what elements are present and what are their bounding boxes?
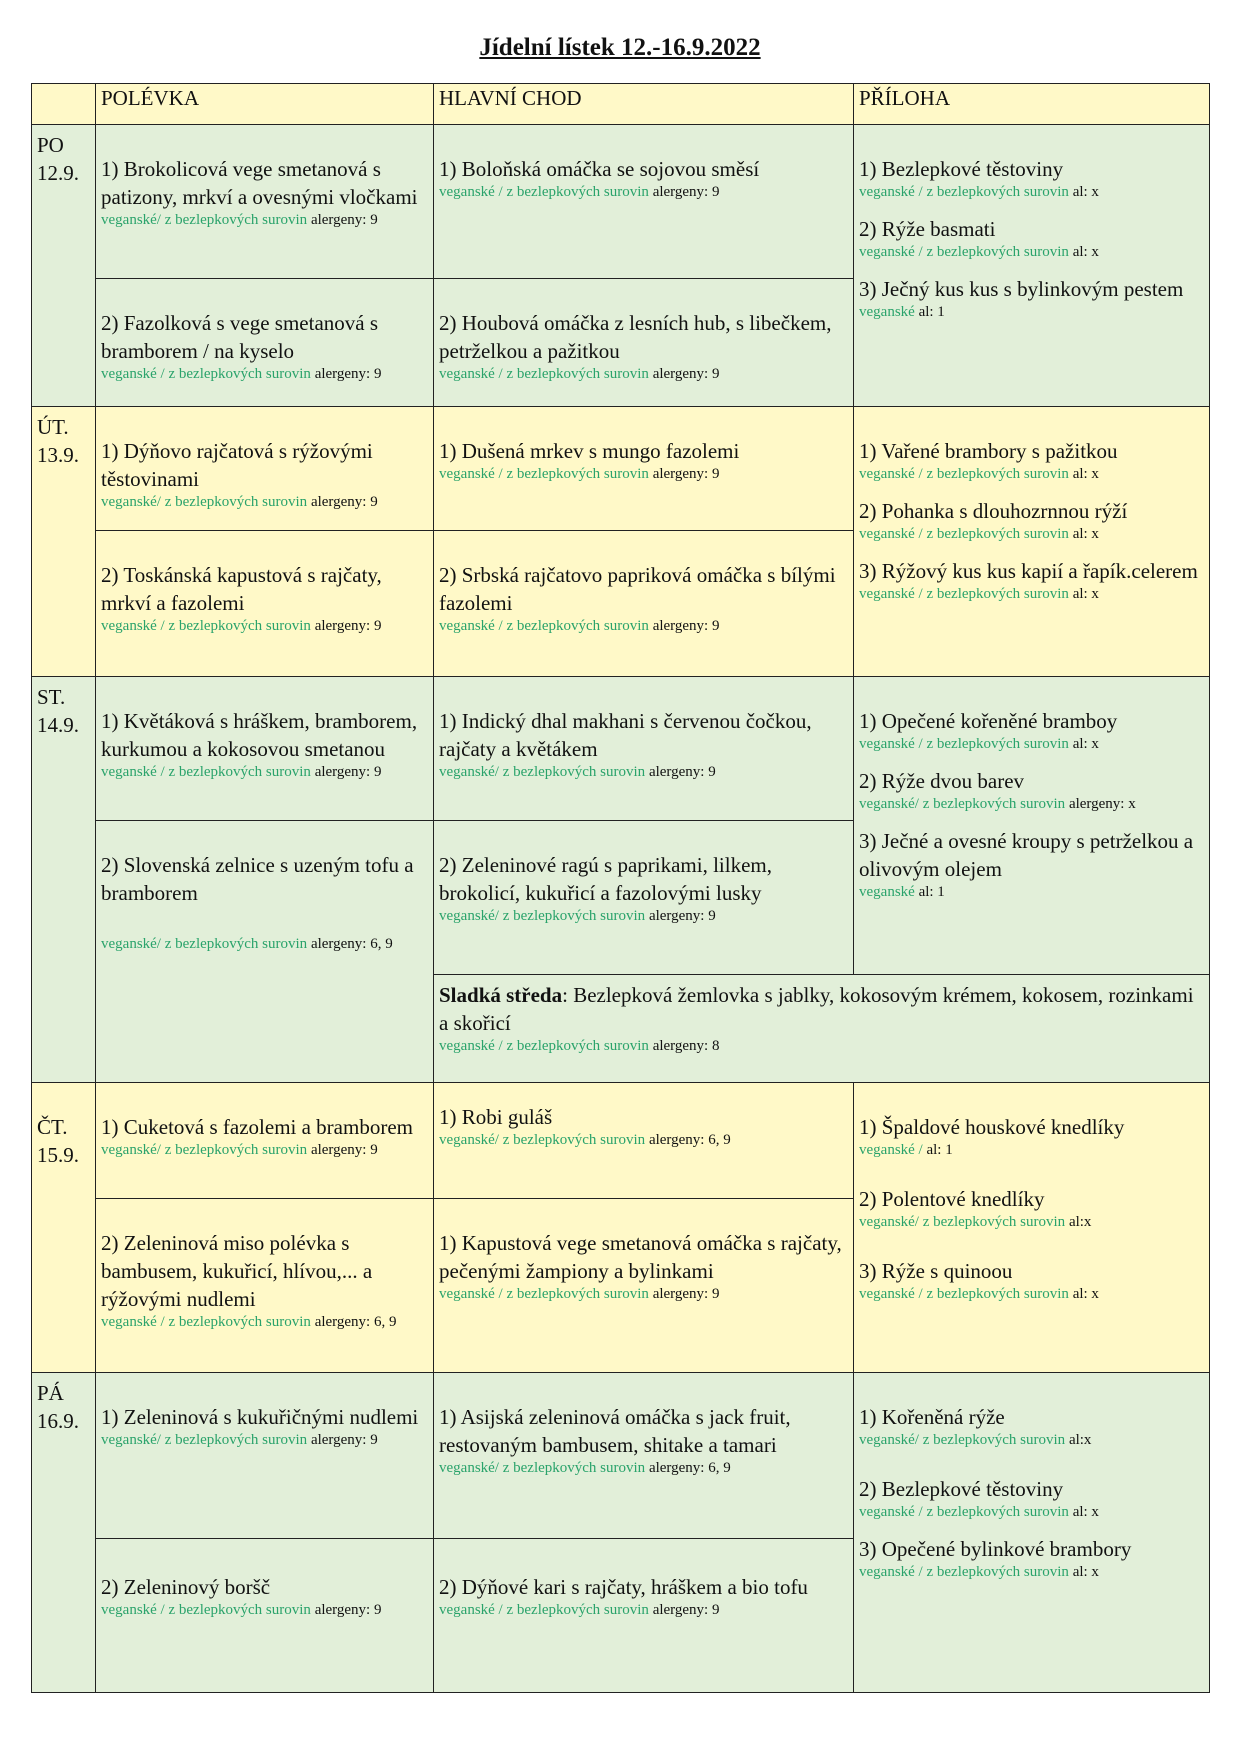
side-cell: 1) Bezlepkové těstoviny veganské / z bezlepkových surovin al: x 2) Rýže basmati veganské / z bezlepkových surovin al: x 3) Ječný kus kus s bylinkovým pestem veganské al: 1: [854, 125, 1210, 407]
main-cell: 2) Dýňové kari s rajčaty, hráškem a bio tofu veganské / z bezlepkových surovin alergeny: 9: [434, 1539, 854, 1693]
page-title: Jídelní lístek 12.-16.9.2022: [479, 34, 761, 61]
soup-cell: [96, 125, 434, 279]
main-cell: 1) Kapustová vege smetanová omáčka s rajčaty, pečenými žampiony a bylinkami veganské / z bezlepkových surovin alergeny: 9: [434, 1199, 854, 1373]
sweet-label: Sladká středa: [439, 983, 563, 1007]
soup-cell: 1) Zeleninová s kukuřičnými nudlemi veganské/ z bezlepkových surovin alergeny: 9: [96, 1373, 434, 1539]
main-cell: 1) Asijská zeleninová omáčka s jack fruit, restovaným bambusem, shitake a tamari veganské/ z bezlepkových surovin alergeny: 6, 9: [434, 1373, 854, 1539]
day-cell: ČT. 15.9.: [32, 1083, 96, 1373]
menu-table: [31, 83, 1210, 1693]
sweet-text: : Bezlepková žemlovka s jablky, kokosovým krémem, kokosem, rozinkami a skořicí: [439, 983, 1194, 1035]
dish-name: 1) Brokolicová vege smetanová s patizony, mrkví a ovesnými vločkami: [101, 157, 418, 209]
main-cell: 2) Srbská rajčatovo papriková omáčka s bílými fazolemi veganské / z bezlepkových surovin alergeny: 9: [434, 531, 854, 677]
soup-cell: 2) Fazolková s vege smetanová s bramborem / na kyselo veganské / z bezlepkových surovin alergeny: 9: [96, 279, 434, 407]
soup-cell: 2) Slovenská zelnice s uzeným tofu a bramborem veganské/ z bezlepkových surovin alergeny: 6, 9: [96, 821, 434, 1083]
header-empty: [32, 84, 96, 125]
header-soup: POLÉVKA: [96, 84, 434, 125]
day-cell: ST. 14.9.: [32, 677, 96, 1083]
soup-cell: 1) Dýňovo rajčatová s rýžovými těstovinami veganské/ z bezlepkových surovin alergeny: 9: [96, 407, 434, 531]
day-name: PO: [37, 133, 64, 157]
main-cell: 2) Houbová omáčka z lesních hub, s libečkem, petrželkou a pažitkou veganské / z bezlepkových surovin alergeny: 9: [434, 279, 854, 407]
main-cell: 2) Zeleninové ragú s paprikami, lilkem, brokolicí, kukuřicí a fazolovými lusky veganské/ z bezlepkových surovin alergeny: 9: [434, 821, 854, 975]
soup-cell: 1) Květáková s hráškem, bramborem, kurkumou a kokosovou smetanou veganské / z bezlepkových surovin alergeny: 9: [96, 677, 434, 821]
day-cell: ÚT. 13.9.: [32, 407, 96, 677]
main-cell: 1) Dušená mrkev s mungo fazolemi veganské / z bezlepkových surovin alergeny: 9: [434, 407, 854, 531]
dish-name: 1) Boloňská omáčka se sojovou směsí: [439, 157, 760, 181]
soup-cell: 1) Cuketová s fazolemi a bramborem veganské/ z bezlepkových surovin alergeny: 9: [96, 1083, 434, 1199]
side-cell: 1) Kořeněná rýže veganské/ z bezlepkových surovin al:x 2) Bezlepkové těstoviny veganské / z bezlepkových surovin al: x 3) Opečené bylinkové brambory veganské / z bezlepkových surovin al: x: [854, 1373, 1210, 1693]
side-cell: 1) Vařené brambory s pažitkou veganské / z bezlepkových surovin al: x 2) Pohanka s dlouhozrnnou rýží veganské / z bezlepkových surovin al: x 3) Rýžový kus kus kapií a řapík.celerem veganské / z bezlepkových surovin al: x: [854, 407, 1210, 677]
day-cell: [32, 125, 96, 407]
day-cell: PÁ 16.9.: [32, 1373, 96, 1693]
side-cell: 1) Špaldové houskové knedlíky veganské / al: 1 2) Polentové knedlíky veganské/ z bezlepkových surovin al:x 3) Rýže s quinoou veganské / z bezlepkových surovin al: x: [854, 1083, 1210, 1373]
header-side: PŘÍLOHA: [854, 84, 1210, 125]
side-cell: 1) Opečené kořeněné bramboy veganské / z bezlepkových surovin al: x 2) Rýže dvou barev veganské/ z bezlepkových surovin alergeny: x 3) Ječné a ovesné kroupy s petrželkou a olivovým olejem veganské al: 1: [854, 677, 1210, 975]
main-cell: [434, 125, 854, 279]
header-row: [32, 84, 1210, 125]
day-date: 12.9.: [37, 161, 79, 185]
soup-cell: 2) Zeleninový boršč veganské / z bezlepkových surovin alergeny: 9: [96, 1539, 434, 1693]
dish-meta: veganské / z bezlepkových surovin alergeny: 9: [439, 184, 720, 200]
main-cell: 1) Robi guláš veganské/ z bezlepkových surovin alergeny: 6, 9: [434, 1083, 854, 1199]
dish-meta: veganské/ z bezlepkových surovin alergeny: 9: [101, 212, 378, 228]
sweet-wednesday-cell: Sladká středa: Bezlepková žemlovka s jablky, kokosovým krémem, kokosem, rozinkami a skořicí veganské / z bezlepkových surovin alergeny: 8: [434, 975, 1210, 1083]
header-main: HLAVNÍ CHOD: [434, 84, 854, 125]
soup-cell: 2) Toskánská kapustová s rajčaty, mrkví a fazolemi veganské / z bezlepkových surovin alergeny: 9: [96, 531, 434, 677]
main-cell: 1) Indický dhal makhani s červenou čočkou, rajčaty a květákem veganské/ z bezlepkových surovin alergeny: 9: [434, 677, 854, 821]
soup-cell: 2) Zeleninová miso polévka s bambusem, kukuřicí, hlívou,... a rýžovými nudlemi veganské / z bezlepkových surovin alergeny: 6, 9: [96, 1199, 434, 1373]
